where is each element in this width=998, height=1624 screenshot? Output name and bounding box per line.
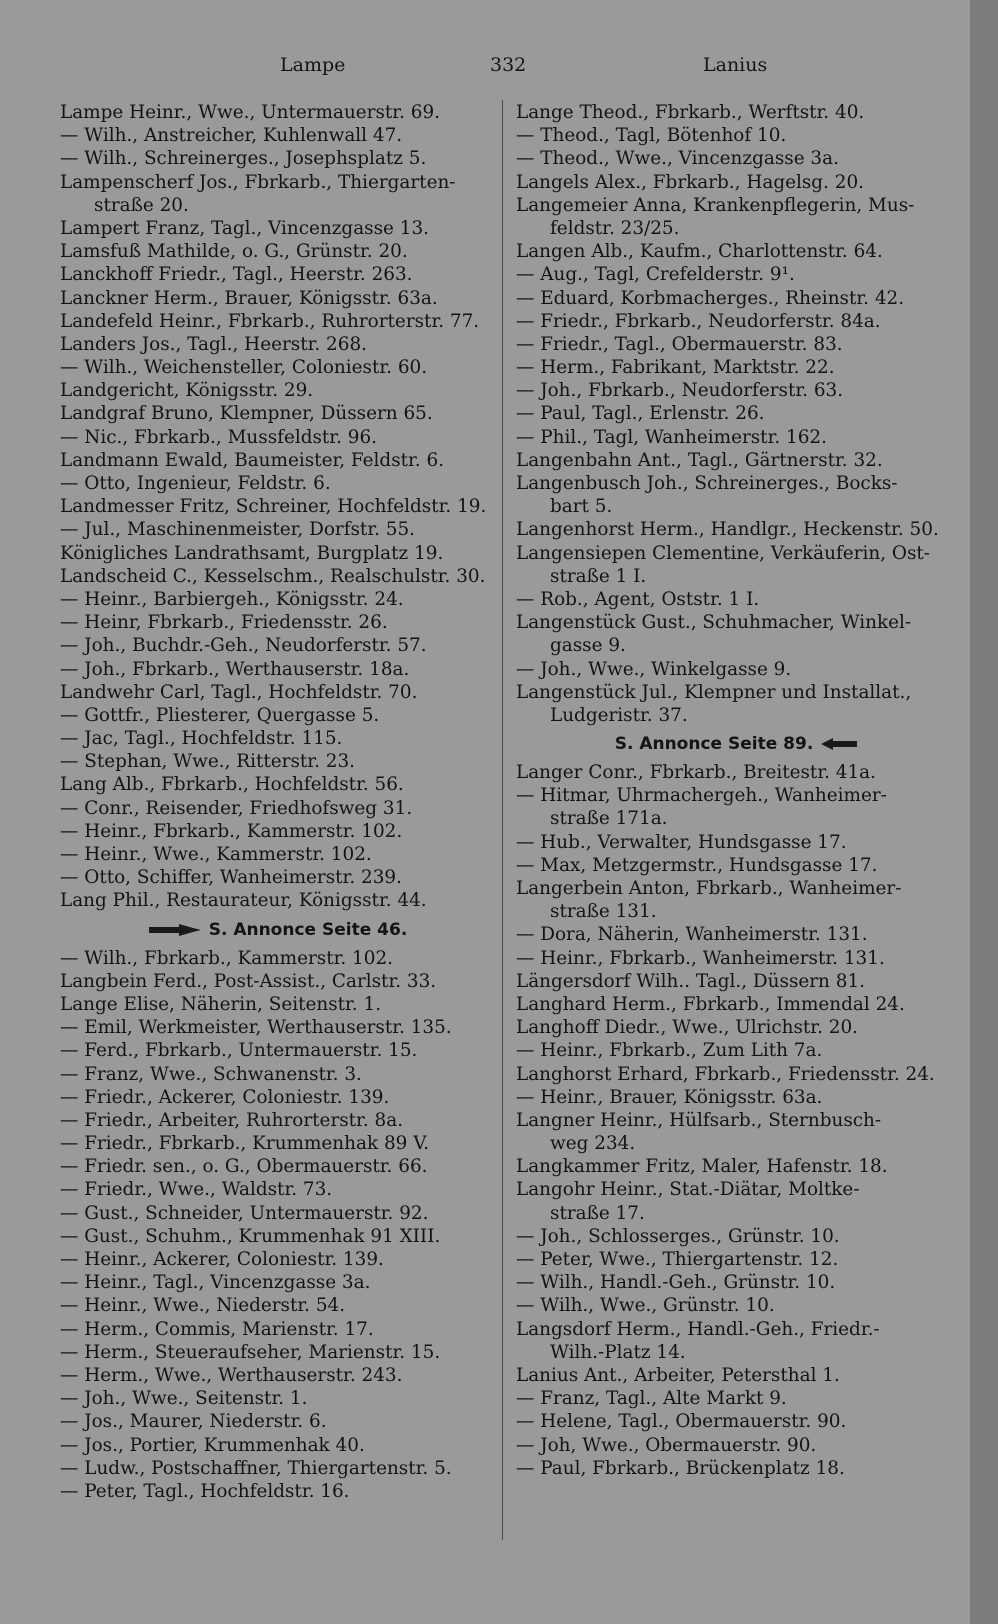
- entry-text: Langenbusch Joh., Schreinerges., Bocks-: [516, 473, 898, 494]
- entry-text: — Ferd., Fbrkarb., Untermauerstr. 15.: [60, 1040, 418, 1062]
- entry-text: straße 131.: [550, 901, 657, 923]
- directory-entry: [60, 611, 496, 634]
- entry-text: — Otto, Schiffer, Wanheimerstr. 239.: [60, 867, 402, 889]
- directory-entry: [60, 866, 496, 889]
- entry-text: Langenstück Jul., Klempner und Installat.,: [516, 681, 912, 703]
- entry-text: Lang Alb., Fbrkarb., Hochfeldstr. 56.: [60, 774, 404, 796]
- entry-text: S. Annonce Seite 46.: [208, 919, 408, 940]
- directory-entry: [516, 1318, 956, 1341]
- entry-text: — Joh., Wwe., Winkelgasse 9.: [516, 658, 792, 680]
- entry-text: — Wilh., Handl.-Geh., Grünstr. 10.: [516, 1272, 836, 1294]
- entry-text: Lampenscherf Jos., Fbrkarb., Thiergarten-: [60, 171, 456, 193]
- entry-text: Langhorst Erhard, Fbrkarb., Friedensstr. 24.: [516, 1063, 935, 1085]
- entry-text: — Dora, Näherin, Wanheimerstr. 131.: [516, 924, 868, 946]
- entry-text: Lanckhoff Friedr., Tagl., Heerstr. 263.: [60, 264, 413, 286]
- directory-entry: [60, 356, 496, 379]
- entry-text: — Friedr. sen., o. G., Obermauerstr. 66.: [60, 1156, 428, 1178]
- entry-text: gasse 9.: [550, 635, 626, 657]
- directory-entry: [60, 333, 496, 356]
- directory-entry: [60, 588, 496, 611]
- entry-text: Wilh.-Platz 14.: [550, 1341, 686, 1363]
- header-first-entry: Lampe: [280, 54, 346, 76]
- entry-text: — Heinr., Ackerer, Coloniestr. 139.: [60, 1249, 384, 1270]
- directory-entry: [60, 1364, 496, 1387]
- directory-entry: [516, 1294, 956, 1317]
- entry-text: — Joh., Fbrkarb., Werthauserstr. 18a.: [60, 658, 410, 680]
- entry-text: — Friedr., Fbrkarb., Krummenhak 89 V.: [60, 1133, 430, 1155]
- directory-entry: [60, 1155, 496, 1178]
- entry-text: — Paul, Tagl., Erlenstr. 26.: [516, 403, 765, 425]
- entry-text: — Franz, Wwe., Schwanenstr. 3.: [60, 1063, 362, 1085]
- entry-text: — Wilh., Anstreicher, Kuhlenwall 47.: [60, 125, 403, 147]
- directory-entry: [60, 101, 496, 124]
- entry-text: Landmesser Fritz, Schreiner, Hochfeldstr. 19.: [60, 496, 487, 518]
- entry-text: straße 20.: [94, 194, 189, 216]
- entry-text: Langer Conr., Fbrkarb., Breitestr. 41a.: [516, 762, 876, 784]
- directory-entry: [516, 784, 956, 807]
- entry-text: — Nic., Fbrkarb., Mussfeldstr. 96.: [60, 426, 378, 448]
- directory-entry: [60, 449, 496, 472]
- entry-text: Lampert Franz, Tagl., Vincenzgasse 13.: [60, 217, 430, 239]
- entry-text: — Paul, Fbrkarb., Brückenplatz 18.: [516, 1457, 845, 1479]
- directory-entry: [60, 147, 496, 170]
- directory-entry: [60, 1434, 496, 1457]
- entry-text: Lange Theod., Fbrkarb., Werftstr. 40.: [516, 102, 865, 123]
- entry-text: — Herm., Steueraufseher, Marienstr. 15.: [60, 1341, 441, 1363]
- left-column: [60, 101, 496, 1503]
- directory-entry: [60, 287, 496, 310]
- directory-entry: [516, 310, 956, 333]
- entry-text: Langbein Ferd., Post-Assist., Carlstr. 33.: [60, 970, 437, 992]
- directory-entry: [60, 658, 496, 681]
- entry-text: Lange Elise, Näherin, Seitenstr. 1.: [60, 993, 382, 1015]
- entry-text: — Heinr., Brauer, Königsstr. 63a.: [516, 1086, 823, 1108]
- directory-entry: [60, 1063, 496, 1086]
- directory-entry: [516, 333, 956, 356]
- directory-entry: [516, 1202, 956, 1225]
- entry-text: — Friedr., Wwe., Waldstr. 73.: [60, 1179, 333, 1201]
- entry-text: Langenbahn Ant., Tagl., Gärtnerstr. 32.: [516, 449, 883, 471]
- entry-text: — Heinr., Fbrkarb., Zum Lith 7a.: [516, 1040, 823, 1062]
- directory-entry: [60, 797, 496, 820]
- directory-entry: [516, 124, 956, 147]
- entry-text: Langen Alb., Kaufm., Charlottenstr. 64.: [516, 241, 883, 263]
- entry-text: straße 17.: [550, 1202, 645, 1224]
- directory-entry: [516, 1457, 956, 1480]
- entry-text: — Theod., Tagl, Bötenhof 10.: [516, 125, 787, 147]
- directory-entry: [60, 1248, 496, 1271]
- entry-text: — Joh, Wwe., Obermauerstr. 90.: [516, 1434, 817, 1456]
- entry-text: — Jul., Maschinenmeister, Dorfstr. 55.: [60, 519, 416, 541]
- entry-text: — Max, Metzgermstr., Hundsgasse 17.: [516, 854, 878, 876]
- directory-entry: [516, 147, 956, 170]
- entry-text: — Heinr., Wwe., Niederstr. 54.: [60, 1295, 346, 1317]
- entry-text: — Theod., Wwe., Vincenzgasse 3a.: [516, 148, 839, 170]
- entry-text: — Wilh., Fbrkarb., Kammerstr. 102.: [60, 947, 393, 969]
- entry-text: bart 5.: [550, 496, 613, 518]
- entry-text: — Hub., Verwalter, Hundsgasse 17.: [516, 831, 847, 853]
- directory-entry: [516, 240, 956, 263]
- entry-text: feldstr. 23/25.: [550, 217, 680, 239]
- directory-entry: [516, 658, 956, 681]
- directory-entry: [60, 1294, 496, 1317]
- directory-entry: [60, 1480, 496, 1503]
- directory-entry: [516, 947, 956, 970]
- entry-text: — Franz, Tagl., Alte Markt 9.: [516, 1388, 787, 1410]
- directory-entry: [60, 194, 496, 217]
- entry-text: — Friedr., Fbrkarb., Neudorferstr. 84a.: [516, 310, 881, 332]
- entry-text: — Heinr., Tagl., Vincenzgasse 3a.: [60, 1272, 371, 1294]
- directory-entry: [516, 1434, 956, 1457]
- directory-entry: [516, 1410, 956, 1433]
- entry-text: Langsdorf Herm., Handl.-Geh., Friedr.-: [516, 1318, 880, 1340]
- directory-entry: [60, 947, 496, 970]
- directory-entry: [60, 495, 496, 518]
- directory-entry: [516, 194, 956, 217]
- directory-entry: [60, 1341, 496, 1364]
- directory-entry: [516, 1341, 956, 1364]
- entry-text: Königliches Landrathsamt, Burgplatz 19.: [60, 542, 444, 564]
- entry-text: — Rob., Agent, Oststr. 1 I.: [516, 588, 760, 610]
- entry-text: — Aug., Tagl, Crefelderstr. 9¹.: [516, 264, 795, 286]
- directory-entry: [60, 402, 496, 425]
- directory-entry: [60, 124, 496, 147]
- directory-entry: [516, 565, 956, 588]
- entry-text: Landgericht, Königsstr. 29.: [60, 380, 314, 402]
- entry-text: Langerbein Anton, Fbrkarb., Wanheimer-: [516, 878, 902, 899]
- entry-text: — Otto, Ingenieur, Feldstr. 6.: [60, 473, 331, 494]
- directory-entry: [516, 1248, 956, 1271]
- directory-entry: [60, 310, 496, 333]
- directory-entry: [60, 889, 496, 912]
- directory-entry: [60, 1202, 496, 1225]
- entry-text: — Heinr, Fbrkarb., Friedensstr. 26.: [60, 612, 388, 634]
- entry-text: — Friedr., Tagl., Obermauerstr. 83.: [516, 333, 843, 355]
- page-number: 332: [490, 54, 527, 76]
- directory-entry: [60, 1410, 496, 1433]
- entry-text: — Herm., Commis, Marienstr. 17.: [60, 1318, 374, 1340]
- directory-entry: [516, 1155, 956, 1178]
- entry-text: — Wilh., Schreinerges., Josephsplatz 5.: [60, 148, 427, 170]
- directory-entry: [60, 750, 496, 773]
- entry-text: Landwehr Carl, Tagl., Hochfeldstr. 70.: [60, 681, 418, 703]
- directory-entry: [516, 1178, 956, 1201]
- directory-entry: [516, 1132, 956, 1155]
- directory-entry: [516, 1063, 956, 1086]
- directory-entry: [516, 263, 956, 286]
- entry-text: — Helene, Tagl., Obermauerstr. 90.: [516, 1411, 847, 1433]
- entry-text: Langenstück Gust., Schuhmacher, Winkel-: [516, 612, 912, 634]
- directory-entry: [60, 843, 496, 866]
- directory-entry: [60, 1457, 496, 1480]
- entry-text: — Ludw., Postschaffner, Thiergartenstr. 5.: [60, 1457, 452, 1479]
- entry-text: — Herm., Fabrikant, Marktstr. 22.: [516, 357, 835, 379]
- directory-entry: [516, 854, 956, 877]
- entry-text: Lanius Ant., Arbeiter, Petersthal 1.: [516, 1364, 840, 1386]
- entry-text: Längersdorf Wilh.. Tagl., Düssern 81.: [516, 970, 865, 992]
- directory-entry: [516, 449, 956, 472]
- directory-entry: [60, 993, 496, 1016]
- directory-entry: [60, 542, 496, 565]
- entry-text: Lang Phil., Restaurateur, Königsstr. 44.: [60, 890, 427, 912]
- entry-text: S. Annonce Seite 89.: [614, 734, 814, 755]
- directory-entry: [60, 565, 496, 588]
- directory-entry: [516, 402, 956, 425]
- directory-entry: [60, 426, 496, 449]
- directory-entry: [60, 518, 496, 541]
- entry-text: — Wilh., Weichensteller, Coloniestr. 60.: [60, 357, 428, 379]
- entry-text: — Phil., Tagl, Wanheimerstr. 162.: [516, 426, 827, 448]
- directory-entry: [516, 993, 956, 1016]
- directory-entry: [60, 704, 496, 727]
- entry-text: Lampe Heinr., Wwe., Untermauerstr. 69.: [60, 102, 441, 123]
- directory-entry: [60, 1086, 496, 1109]
- directory-entry: [60, 472, 496, 495]
- entry-text: — Peter, Wwe., Thiergartenstr. 12.: [516, 1249, 839, 1270]
- entry-text: — Friedr., Arbeiter, Ruhrorterstr. 8a.: [60, 1109, 404, 1131]
- pointing-hand-icon: [149, 924, 201, 936]
- directory-entry: [516, 495, 956, 518]
- directory-entry: [60, 727, 496, 750]
- directory-entry: [60, 820, 496, 843]
- directory-entry: [60, 1178, 496, 1201]
- directory-entry: [516, 356, 956, 379]
- directory-entry: [516, 287, 956, 310]
- entry-text: — Herm., Wwe., Werthauserstr. 243.: [60, 1364, 403, 1386]
- header-last-entry: Lanius: [703, 54, 768, 76]
- entry-text: Landscheid C., Kesselschm., Realschulstr. 30.: [60, 565, 486, 587]
- directory-entry: [516, 101, 956, 124]
- directory-entry: [516, 518, 956, 541]
- entry-text: Langhard Herm., Fbrkarb., Immendal 24.: [516, 993, 905, 1015]
- directory-entry: [516, 1364, 956, 1387]
- directory-entry: [60, 1016, 496, 1039]
- directory-entry: [516, 634, 956, 657]
- entry-text: weg 234.: [550, 1133, 636, 1155]
- right-column: [516, 101, 956, 1480]
- entry-text: Langohr Heinr., Stat.-Diätar, Moltke-: [516, 1179, 860, 1201]
- entry-text: Langner Heinr., Hülfsarb., Sternbusch-: [516, 1109, 882, 1131]
- directory-entry: [516, 970, 956, 993]
- entry-text: straße 1 I.: [550, 565, 647, 587]
- directory-entry: [60, 379, 496, 402]
- directory-entry: [516, 900, 956, 923]
- entry-text: — Peter, Tagl., Hochfeldstr. 16.: [60, 1480, 350, 1502]
- page-edge: [970, 0, 998, 1624]
- directory-entry: [516, 761, 956, 784]
- directory-entry: [516, 1387, 956, 1410]
- directory-entry: [60, 1318, 496, 1341]
- entry-text: — Joh., Schlosserges., Grünstr. 10.: [516, 1225, 840, 1247]
- entry-text: straße 171a.: [550, 808, 668, 830]
- directory-entry: [516, 217, 956, 240]
- entry-text: Landgraf Bruno, Klempner, Düssern 65.: [60, 403, 433, 425]
- directory-entry: [60, 1271, 496, 1294]
- directory-entry: [516, 426, 956, 449]
- directory-entry: [60, 970, 496, 993]
- directory-entry: [516, 681, 956, 704]
- entry-text: Langensiepen Clementine, Verkäuferin, Ost-: [516, 542, 931, 564]
- directory-entry: [516, 171, 956, 194]
- directory-entry: [516, 831, 956, 854]
- entry-text: — Heinr., Wwe., Kammerstr. 102.: [60, 844, 372, 865]
- entry-text: — Jac, Tagl., Hochfeldstr. 115.: [60, 728, 343, 750]
- column-divider: [502, 100, 503, 1540]
- entry-text: Ludgeristr. 37.: [550, 704, 688, 726]
- directory-entry: [60, 1132, 496, 1155]
- entry-text: — Heinr., Fbrkarb., Kammerstr. 102.: [60, 820, 403, 842]
- directory-entry: [60, 1225, 496, 1248]
- directory-entry: [516, 1039, 956, 1062]
- entry-text: Landefeld Heinr., Fbrkarb., Ruhrorterstr. 77.: [60, 310, 480, 332]
- directory-entry: [516, 611, 956, 634]
- entry-text: Langels Alex., Fbrkarb., Hagelsg. 20.: [516, 171, 865, 193]
- directory-entry: [516, 807, 956, 830]
- directory-entry: [516, 923, 956, 946]
- directory-entry: [516, 1225, 956, 1248]
- directory-entry: [60, 1109, 496, 1132]
- entry-text: Lamsfuß Mathilde, o. G., Grünstr. 20.: [60, 241, 408, 263]
- entry-text: — Wilh., Wwe., Grünstr. 10.: [516, 1295, 775, 1317]
- entry-text: Langhoff Diedr., Wwe., Ulrichstr. 20.: [516, 1017, 859, 1039]
- entry-text: — Gottfr., Pliesterer, Quergasse 5.: [60, 704, 380, 726]
- entry-text: Lanckner Herm., Brauer, Königsstr. 63a.: [60, 287, 438, 309]
- directory-entry: [516, 704, 956, 727]
- directory-entry: [516, 877, 956, 900]
- directory-entry: [60, 681, 496, 704]
- entry-text: — Heinr., Fbrkarb., Wanheimerstr. 131.: [516, 947, 885, 969]
- entry-text: — Gust., Schneider, Untermauerstr. 92.: [60, 1202, 429, 1224]
- entry-text: Langenhorst Herm., Handlgr., Heckenstr. 50.: [516, 519, 939, 541]
- annonce-reference: [516, 727, 956, 761]
- directory-entry: [516, 542, 956, 565]
- entry-text: — Conr., Reisender, Friedhofsweg 31.: [60, 797, 413, 819]
- directory-entry: [60, 217, 496, 240]
- directory-entry: [516, 472, 956, 495]
- entry-text: Landmann Ewald, Baumeister, Feldstr. 6.: [60, 449, 445, 471]
- directory-entry: [60, 263, 496, 286]
- entry-text: — Jos., Portier, Krummenhak 40.: [60, 1434, 365, 1456]
- directory-entry: [516, 1271, 956, 1294]
- pointing-hand-icon: [821, 738, 857, 750]
- page-header: [60, 54, 940, 84]
- entry-text: Langkammer Fritz, Maler, Hafenstr. 18.: [516, 1156, 888, 1178]
- directory-entry: [60, 1039, 496, 1062]
- directory-entry: [60, 773, 496, 796]
- entry-text: — Gust., Schuhm., Krummenhak 91 XIII.: [60, 1225, 441, 1247]
- directory-entry: [516, 1109, 956, 1132]
- entry-text: — Stephan, Wwe., Ritterstr. 23.: [60, 751, 356, 773]
- entry-text: — Joh., Buchdr.-Geh., Neudorferstr. 57.: [60, 635, 427, 657]
- directory-entry: [516, 1016, 956, 1039]
- directory-entry: [60, 1387, 496, 1410]
- entry-text: Landers Jos., Tagl., Heerstr. 268.: [60, 333, 367, 355]
- entry-text: — Hitmar, Uhrmachergeh., Wanheimer-: [516, 785, 887, 807]
- entry-text: — Eduard, Korbmacherges., Rheinstr. 42.: [516, 287, 905, 309]
- directory-entry: [60, 634, 496, 657]
- entry-text: — Jos., Maurer, Niederstr. 6.: [60, 1411, 327, 1433]
- directory-entry: [516, 588, 956, 611]
- entry-text: — Joh., Wwe., Seitenstr. 1.: [60, 1388, 308, 1410]
- directory-entry: [60, 171, 496, 194]
- entry-text: — Heinr., Barbiergeh., Königsstr. 24.: [60, 588, 404, 610]
- entry-text: — Joh., Fbrkarb., Neudorferstr. 63.: [516, 380, 844, 402]
- entry-text: Langemeier Anna, Krankenpflegerin, Mus-: [516, 194, 915, 216]
- directory-entry: [60, 240, 496, 263]
- directory-entry: [516, 1086, 956, 1109]
- entry-text: — Emil, Werkmeister, Werthauserstr. 135.: [60, 1017, 452, 1039]
- annonce-reference: [60, 913, 496, 947]
- directory-entry: [516, 379, 956, 402]
- entry-text: — Friedr., Ackerer, Coloniestr. 139.: [60, 1086, 390, 1108]
